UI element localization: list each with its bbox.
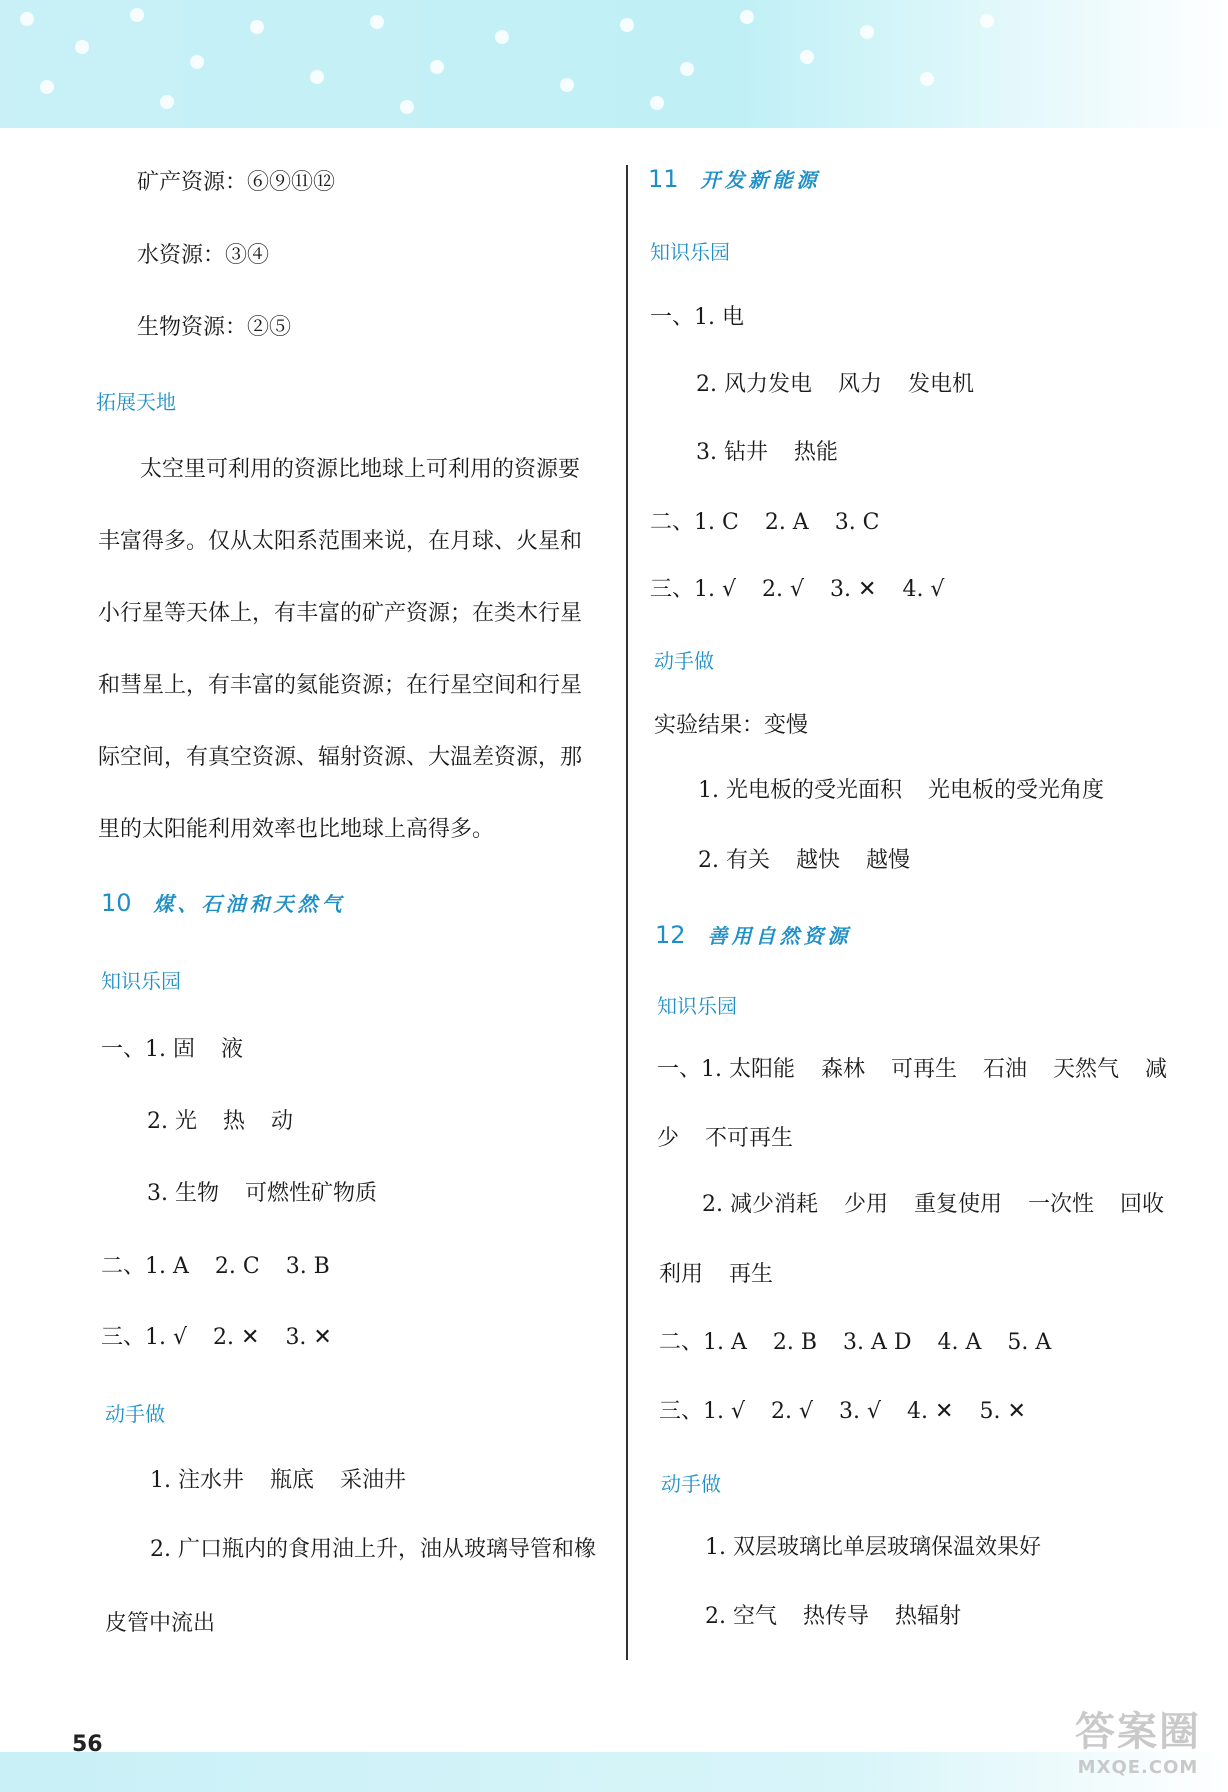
resource-line-mineral: 矿产资源：⑥⑨⑪⑫ [137, 170, 336, 195]
ch12-hands-on-heading: 动手做 [661, 1472, 721, 1496]
ch11-hands-on-1: 1. 光电板的受光面积 光电板的受光角度 [698, 778, 1104, 803]
ch12-q1-2: 2. 减少消耗 少用 重复使用 一次性 回收 [702, 1192, 1165, 1217]
page-number: 56 [72, 1732, 103, 1757]
ch11-q3: 三、1. √ 2. √ 3. ✕ 4. √ [650, 577, 945, 602]
column-divider [626, 165, 628, 1660]
ch12-q1-1: 一、1. 太阳能 森林 可再生 石油 天然气 减 [657, 1057, 1168, 1082]
resource-line-water: 水资源：③④ [137, 243, 270, 268]
ch10-hands-on-2-cont: 皮管中流出 [105, 1611, 216, 1636]
ch12-hands-on-1: 1. 双层玻璃比单层玻璃保温效果好 [705, 1535, 1041, 1560]
ch11-q1-2: 2. 风力发电 风力 发电机 [696, 372, 975, 397]
ch11-q1-3: 3. 钻井 热能 [696, 440, 838, 465]
ch12-q1-1-cont: 少 不可再生 [657, 1126, 794, 1151]
ch10-hands-on-2: 2. 广口瓶内的食用油上升，油从玻璃导管和橡 [150, 1537, 596, 1562]
watermark-logo: 答案圈 MXQE.COM [1075, 1709, 1201, 1778]
ch11-q2: 二、1. C 2. A 3. C [650, 510, 880, 535]
extension-paragraph-line: 小行星等天体上，有丰富的矿产资源；在类木行星 [98, 601, 583, 626]
ch11-result: 实验结果：变慢 [654, 713, 809, 738]
chapter-12-title: 12 善用自然资源 [655, 921, 852, 949]
ch12-hands-on-2: 2. 空气 热传导 热辐射 [705, 1604, 962, 1629]
ch12-q2: 二、1. A 2. B 3. A D 4. A 5. A [659, 1330, 1052, 1355]
extension-paragraph-line: 际空间，有真空资源、辐射资源、大温差资源，那 [98, 745, 583, 770]
ch12-q1-2-cont: 利用 再生 [659, 1262, 774, 1287]
chapter-11-title: 11 开发新能源 [648, 165, 821, 193]
ch10-q2: 二、1. A 2. C 3. B [101, 1254, 330, 1279]
ch10-knowledge-heading: 知识乐园 [101, 969, 181, 993]
ch10-q3: 三、1. √ 2. ✕ 3. ✕ [101, 1325, 332, 1350]
ch11-knowledge-heading: 知识乐园 [650, 240, 730, 264]
extension-paragraph-line: 丰富得多。仅从太阳系范围来说，在月球、火星和 [98, 529, 583, 554]
ch12-q3: 三、1. √ 2. √ 3. √ 4. ✕ 5. ✕ [659, 1399, 1026, 1424]
ch11-hands-on-heading: 动手做 [654, 649, 714, 673]
ch10-hands-on-heading: 动手做 [105, 1402, 165, 1426]
ch10-q1-3: 3. 生物 可燃性矿物质 [147, 1181, 377, 1206]
bottom-decorative-band [0, 1752, 1228, 1792]
ch12-knowledge-heading: 知识乐园 [657, 994, 737, 1018]
ch10-q1-1: 一、1. 固 液 [101, 1037, 243, 1062]
resource-line-biological: 生物资源：②⑤ [137, 315, 292, 340]
extension-heading: 拓展天地 [96, 390, 176, 414]
ch11-hands-on-2: 2. 有关 越快 越慢 [698, 848, 911, 873]
chapter-10-title: 10 煤、石油和天然气 [101, 889, 346, 917]
extension-paragraph-line: 里的太阳能利用效率也比地球上高得多。 [98, 817, 495, 842]
ch10-hands-on-1: 1. 注水井 瓶底 采油井 [150, 1468, 407, 1493]
top-decorative-band [0, 0, 1228, 128]
extension-paragraph-line: 太空里可利用的资源比地球上可利用的资源要 [140, 457, 581, 482]
extension-paragraph-line: 和彗星上，有丰富的氦能资源；在行星空间和行星 [98, 673, 583, 698]
ch10-q1-2: 2. 光 热 动 [147, 1109, 294, 1134]
ch11-q1-1: 一、1. 电 [650, 305, 744, 330]
